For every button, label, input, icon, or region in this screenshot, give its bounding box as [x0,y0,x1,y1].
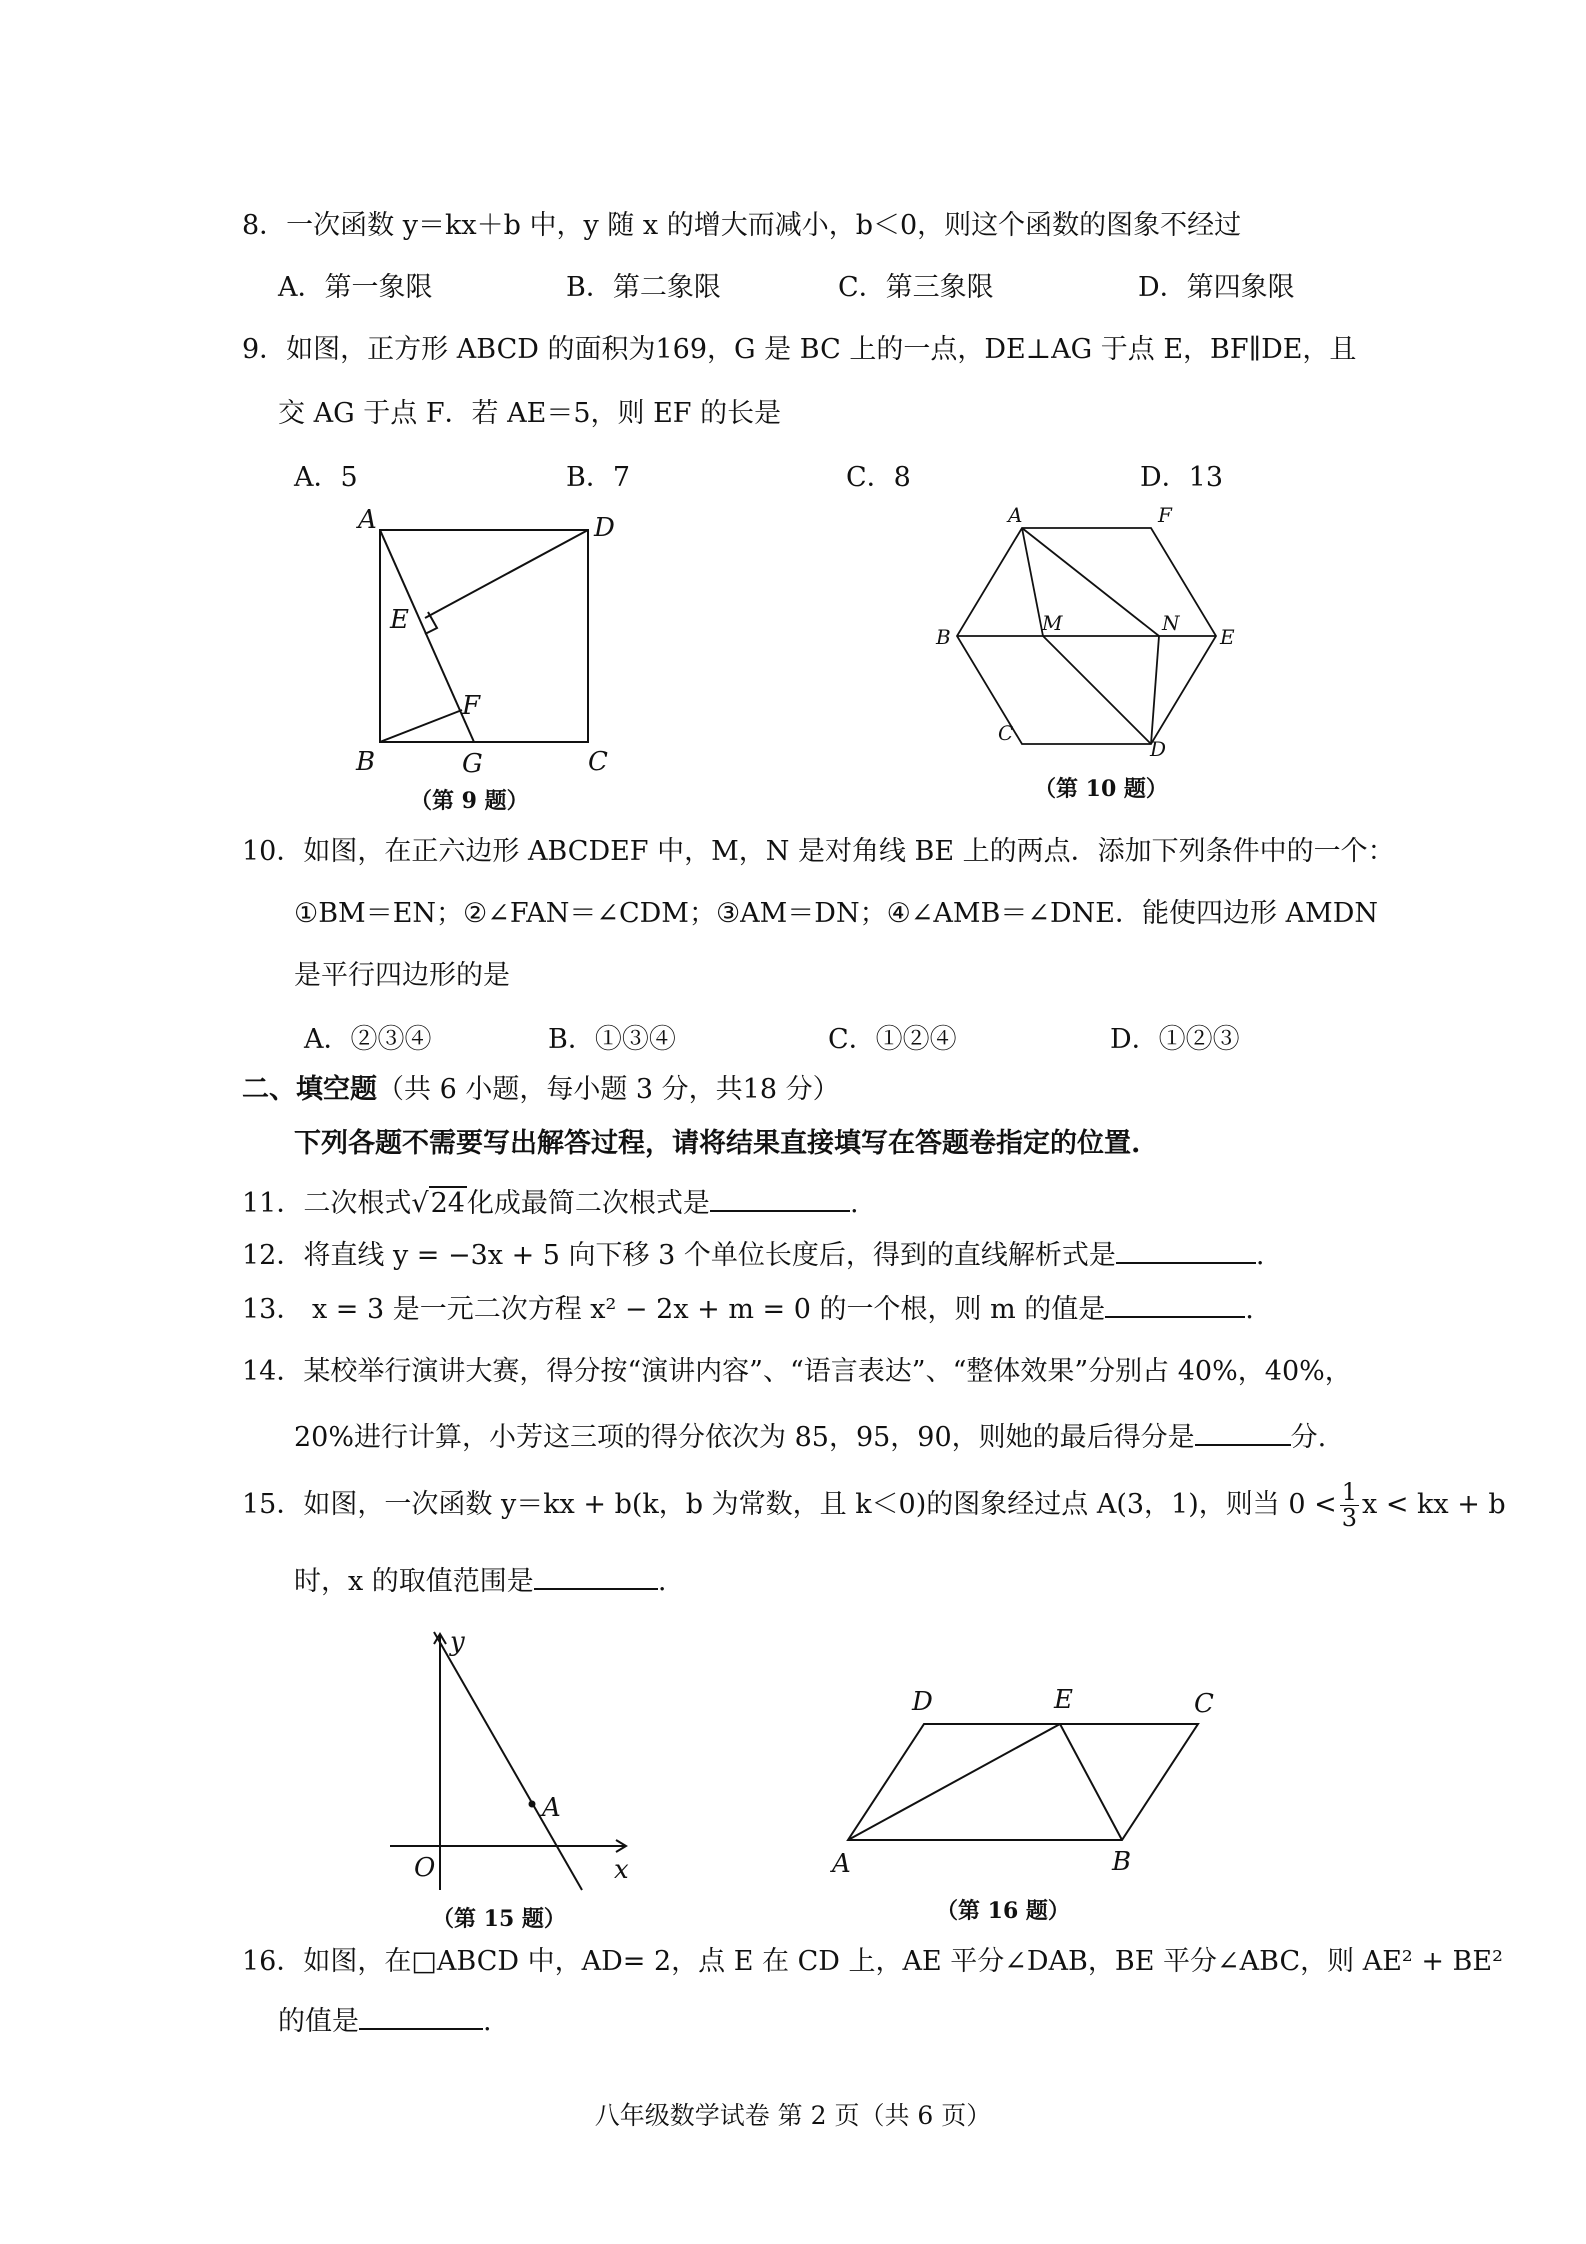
q12-answer-blank [1116,1238,1256,1264]
q13-answer-blank [1105,1292,1245,1318]
figure-15 [380,1620,640,1900]
q10-line2: ①BM＝EN；②∠FAN＝∠CDM；③AM＝DN；④∠AMB＝∠DNE．能使四边形 AMDN [294,898,1378,929]
segment-be [1060,1724,1122,1840]
fraction-one-third [1340,1480,1359,1531]
figure-9-caption: （第 9 题） [410,788,529,814]
q8-option-d: D．第四象限 [1138,272,1295,303]
q15-answer-blank [534,1564,658,1590]
q11 [242,1186,859,1220]
function-line [434,1632,582,1890]
q16-answer-blank [359,2004,483,2030]
q9-line1: 9．如图，正方形 ABCD 的面积为169，G 是 BC 上的一点，DE⊥AG 于点 E，BF∥DE，且 [242,334,1357,365]
label-b: B [356,747,376,777]
q11-post: 化成最简二次根式是 [466,1188,710,1219]
q15-line1 [242,1480,1506,1531]
figure-10-caption: （第 10 题） [1034,776,1168,802]
q15-line2 [294,1564,666,1598]
label-m: M [1042,611,1063,635]
q11-radicand: 24 [430,1188,465,1219]
q8-option-b: B．第二象限 [566,272,721,303]
section-2-instruction: 下列各题不需要写出解答过程，请将结果直接填写在答题卷指定的位置. [294,1128,1141,1159]
q10-option-a: A．②③④ [304,1024,432,1055]
label-a: A [542,1793,561,1823]
label-c: C [588,747,608,777]
q10-line3: 是平行四边形的是 [294,960,510,991]
q15-post: x < kx + b [1362,1489,1506,1521]
label-c: C [1194,1689,1214,1719]
q9-option-d: D．13 [1140,462,1224,493]
q11-pre: 11．二次根式 [242,1188,412,1219]
q14-line1: 14．某校举行演讲大赛，得分按“演讲内容”、“语言表达”、“整体效果”分别占 40%，40%， [242,1356,1352,1387]
section-2-heading [242,1074,840,1106]
figure-9 [340,500,630,785]
page-footer: 八年级数学试卷 第 2 页（共 6 页） [594,2101,992,2130]
label-a: A [358,505,377,535]
segment-am [1022,528,1043,636]
q16-line2-text: 的值是 [278,2006,359,2037]
section-2-note: （共 6 小题，每小题 3 分，共18 分） [377,1074,840,1105]
label-e: E [1054,1685,1073,1715]
q9-option-c: C．8 [846,462,911,493]
label-b: B [1112,1847,1132,1877]
q8-option-c: C．第三象限 [838,272,994,303]
figure-10 [936,500,1250,761]
q14-end: 分. [1290,1422,1327,1453]
segment-ae [848,1724,1060,1840]
parallelogram-abcd [848,1724,1198,1840]
q9-option-b: B．7 [566,462,631,493]
segment-bf [380,710,462,742]
right-angle-mark [425,612,437,634]
q8-stem: 8．一次函数 y＝kx＋b 中，y 随 x 的增大而减小，b＜0，则这个函数的图象不经过 [242,210,1242,241]
label-g: G [462,749,483,779]
label-x: x [614,1855,629,1885]
q10-option-c: C．①②④ [828,1024,957,1055]
q14-line2 [294,1420,1326,1454]
label-d: D [912,1687,933,1717]
label-d: D [1150,737,1167,761]
label-d: D [594,513,615,543]
q10-option-b: B．①③④ [548,1024,676,1055]
q8-option-a: A．第一象限 [278,272,433,303]
q11-answer-blank [710,1186,850,1212]
q16-line1: 16．如图，在□ABCD 中，AD= 2，点 E 在 CD 上，AE 平分∠DAB，BE 平分∠ABC，则 AE² + BE² [242,1946,1503,1977]
point-a [529,1801,536,1808]
q9-option-a: A．5 [294,462,358,493]
q15-end: . [657,1566,667,1597]
q14-line2-text: 20%进行计算，小芳这三项的得分依次为 85，95，90，则她的最后得分是 [294,1422,1195,1453]
sqrt-expression: √24 [411,1188,465,1219]
q13 [242,1292,1254,1326]
label-a: A [1008,503,1023,527]
q12-end: . [1255,1240,1265,1271]
label-b: B [936,625,951,649]
label-c: C [998,721,1014,745]
q11-end: . [849,1188,859,1219]
q15-pre: 15．如图，一次函数 y＝kx + b(k，b 为常数，且 k＜0)的图象经过点 A(3，1)，则当 0 < [242,1489,1337,1521]
square-abcd [380,530,588,742]
label-f: F [1158,503,1172,527]
q16-end: . [483,2006,492,2037]
label-e: E [1220,625,1235,649]
label-n: N [1162,611,1180,635]
section-2-title: 二、填空题 [242,1074,377,1105]
label-o: O [414,1853,436,1883]
q10-option-d: D．①②③ [1110,1024,1240,1055]
segment-nd [1151,636,1159,744]
q13-end: . [1245,1294,1254,1325]
q13-text: 13． x = 3 是一元二次方程 x² − 2x + m = 0 的一个根，则 m 的值是 [242,1294,1106,1325]
label-f: F [462,691,481,721]
q12-text: 12．将直线 y = −3x + 5 向下移 3 个单位长度后，得到的直线解析式是 [242,1240,1116,1271]
q15-line2-text: 时，x 的取值范围是 [294,1566,534,1597]
figure-15-caption: （第 15 题） [432,1906,566,1932]
figure-16-caption: （第 16 题） [936,1898,1070,1924]
label-e: E [390,605,409,635]
figure-16 [820,1680,1240,1890]
segment-md [1043,636,1151,744]
segment-de [425,530,588,618]
frac-denominator: 3 [1341,1504,1358,1533]
q14-answer-blank [1195,1420,1291,1446]
q12 [242,1238,1265,1272]
label-a: A [832,1849,851,1879]
q9-line2: 交 AG 于点 F．若 AE＝5，则 EF 的长是 [278,398,782,429]
label-y: y [450,1627,465,1657]
q10-line1: 10．如图，在正六边形 ABCDEF 中，M，N 是对角线 BE 上的两点．添加下列条件中的一个： [242,836,1395,867]
q16-line2 [278,2004,492,2038]
frac-numerator: 1 [1341,1478,1358,1506]
